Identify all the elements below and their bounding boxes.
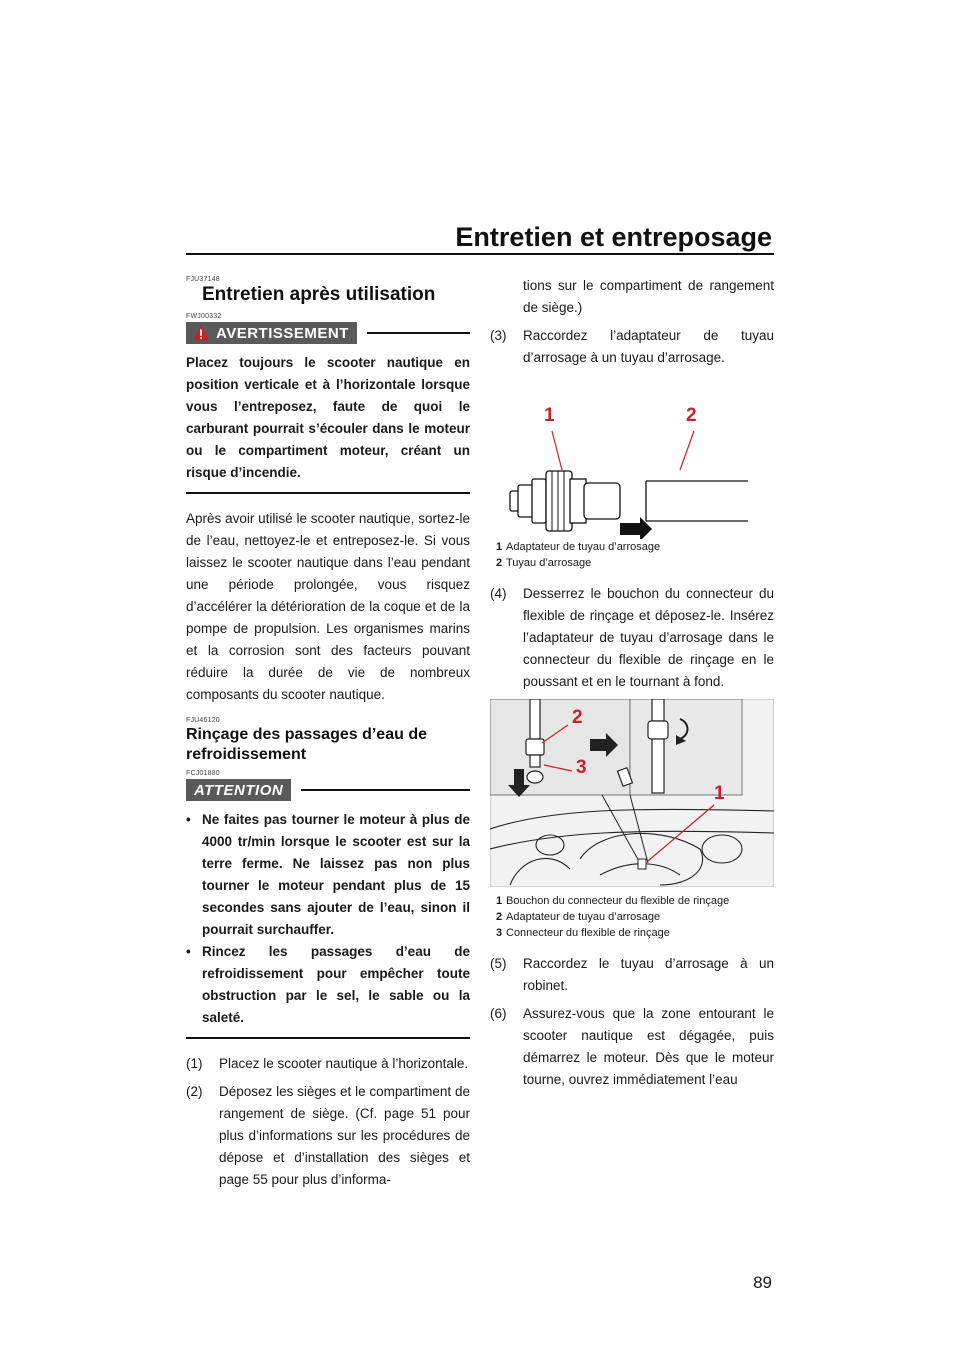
figure1-caption-2: 2 Tuyau d’arrosage xyxy=(496,557,592,569)
attention-rule xyxy=(301,789,470,791)
warning-label: AVERTISSEMENT xyxy=(216,324,349,342)
attention-badge xyxy=(186,779,291,801)
section-code: FJU37148 xyxy=(186,276,220,283)
subsection-title: Rinçage des passages d’eau de refroidissement xyxy=(186,726,427,763)
figure-hose-adapter xyxy=(490,375,774,539)
callout-2: 2 xyxy=(686,405,697,426)
hose-adapter-illustration xyxy=(490,375,774,539)
callout-2: 2 xyxy=(572,707,583,728)
attention-header xyxy=(186,779,470,801)
left-column xyxy=(186,275,470,1197)
step-item: (4) Desserrez le bouchon du connecteur du flexible de rinçage et déposez-le. Insérez l’adaptateur de tuyau d’arrosage dans le connecteur du flexible de rinçage en le poussant et en le tournant à fond. xyxy=(490,586,774,689)
steps-right-c xyxy=(490,953,774,1091)
steps-right-a xyxy=(490,325,774,369)
warning-code: FWJ00332 xyxy=(186,313,222,320)
figure2-caption-2: 2 Adaptateur de tuyau d’arrosage xyxy=(496,911,661,923)
steps-right-b xyxy=(490,583,774,693)
page-header-title: Entretien et entreposage xyxy=(455,222,772,252)
list-item: • Rincez les passages d’eau de refroidissement pour empêcher toute obstruction par le sel, le sable ou la saleté. xyxy=(186,944,470,1025)
warning-text: Placez toujours le scooter nautique en position verticale et à l’horizontale lorsque vous l’entreposez, faute de quoi le carburant pourrait s’écouler dans le moteur ou le compartiment moteur, créant un risque d’incendie. xyxy=(186,355,470,480)
callout-1: 1 xyxy=(544,405,555,426)
step-item: (1) Placez le scooter nautique à l’horizontale. xyxy=(186,1056,469,1071)
step-item: (6) Assurez-vous que la zone entourant le scooter nautique est dégagée, puis démarrez le moteur. Dès que le moteur tourne, ouvrez immédiatement l’eau xyxy=(490,1006,774,1087)
figure1-caption-1: 1 Adaptateur de tuyau d’arrosage xyxy=(496,541,661,553)
warning-badge xyxy=(186,322,357,344)
callout-1: 1 xyxy=(714,783,725,804)
callout-3: 3 xyxy=(576,757,587,778)
warning-header xyxy=(186,322,470,344)
warning-bottom-rule xyxy=(186,492,470,494)
attention-code: FCJ01880 xyxy=(186,770,220,777)
step-item: (5) Raccordez le tuyau d’arrosage à un robinet. xyxy=(490,956,774,993)
attention-list xyxy=(186,809,470,1029)
right-column xyxy=(490,275,774,1097)
header-rule xyxy=(186,253,774,255)
warning-rule xyxy=(367,332,470,334)
attention-bottom-rule xyxy=(186,1037,470,1039)
figure2-caption-3: 3 Connecteur du flexible de rinçage xyxy=(496,927,670,939)
list-item: • Ne faites pas tourner le moteur à plus de 4000 tr/min lorsque le scooter est sur la terre ferme. Ne laissez pas non plus tourner le moteur pendant plus de 15 secondes sans ajouter de l’eau, sinon il pourrait surchauffer. xyxy=(186,812,470,937)
figure2-caption-1: 1 Bouchon du connecteur du flexible de rinçage xyxy=(496,895,730,907)
step-item: (2) Déposez les sièges et le compartiment de rangement de siège. (Cf. page 51 pour plus d’informations sur les procédures de dépose et d’installation des sièges et page 55 pour plus d’informa- xyxy=(186,1084,470,1187)
attention-label: ATTENTION xyxy=(194,781,284,799)
section-title: Entretien après utilisation xyxy=(202,284,436,305)
subsection-code: FJU46120 xyxy=(186,717,220,724)
step-item: (3) Raccordez l’adaptateur de tuyau d’arrosage à un tuyau d’arrosage. xyxy=(490,328,774,365)
flush-connector-illustration xyxy=(490,699,774,887)
figure-flush-connector xyxy=(490,699,774,887)
continuation-text: tions sur le compartiment de rangement de siège.) xyxy=(523,278,774,315)
warning-triangle-icon xyxy=(192,324,210,342)
intro-paragraph: Après avoir utilisé le scooter nautique, sortez-le de l’eau, nettoyez-le et entreposez-le. Si vous laissez le scooter nautique dans l’eau pendant une période prolongée, vous risquez d’accélérer la détérioration de la coque et de la pompe de propulsion. Les organismes marins et la corrosion sont des facteurs pouvant réduire la durée de vie de nombreux composants du scooter nautique. xyxy=(186,511,470,702)
page-number: 89 xyxy=(753,1273,772,1292)
steps-left xyxy=(186,1053,470,1191)
